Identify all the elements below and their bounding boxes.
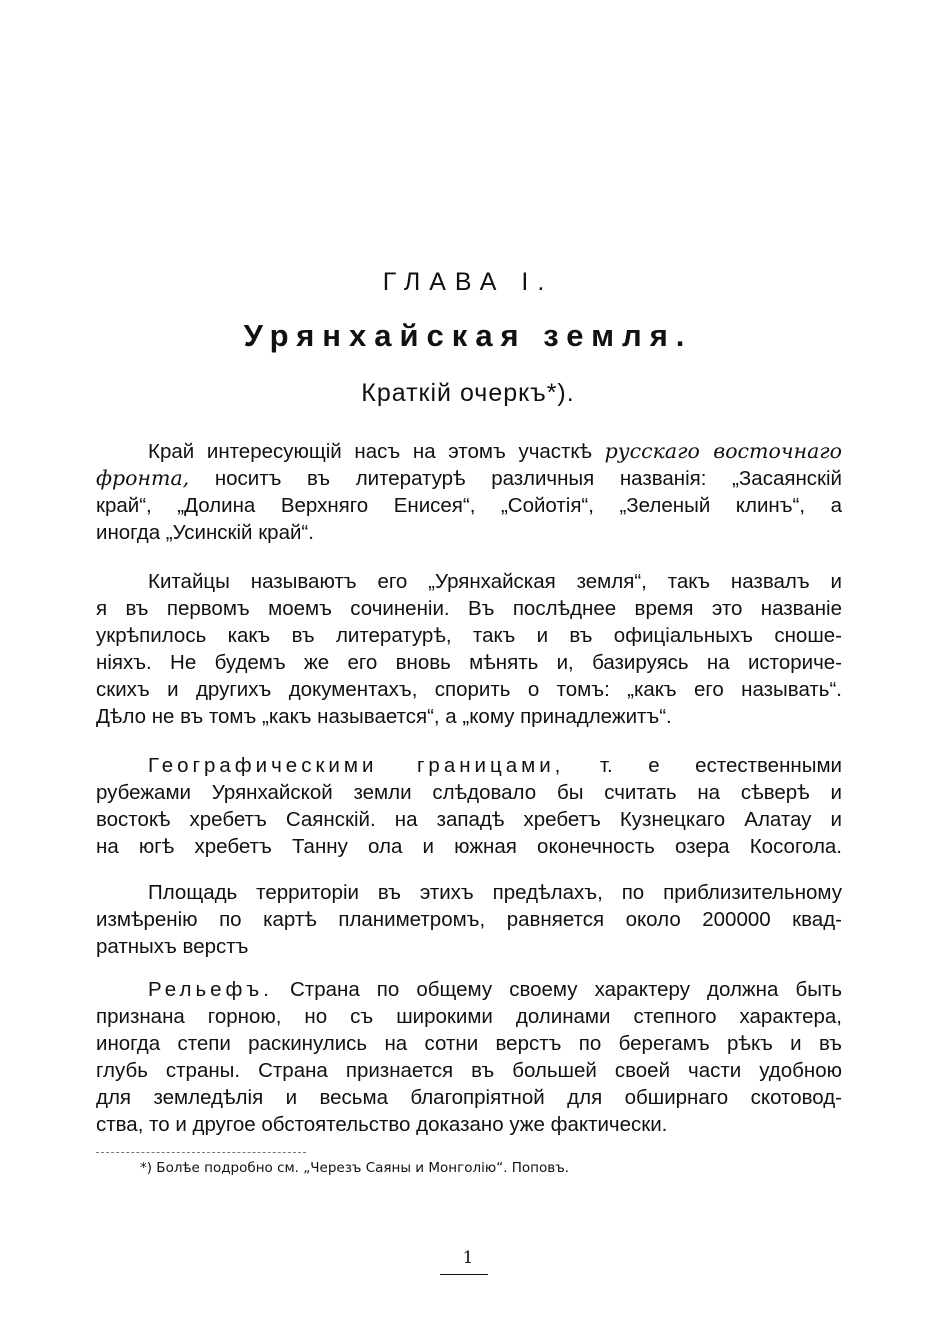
paragraph-3 bbox=[96, 752, 842, 860]
paragraph-line: для земледѣлія и весьма благопріятной для обширнаго скотовод- bbox=[96, 1086, 842, 1109]
text-span: Край интересующій насъ на этомъ участкѣ bbox=[148, 440, 605, 463]
paragraph-line: иногда „Усинскій край“. bbox=[96, 521, 314, 544]
spaced-text: Географическими границами, bbox=[148, 754, 565, 777]
paragraph-line: укрѣпилось какъ въ литературѣ, такъ и въ офиціальныхъ сноше- bbox=[96, 624, 842, 647]
paragraph-1 bbox=[96, 438, 842, 546]
paragraph-line: я въ первомъ моемъ сочиненіи. Въ послѣднее время это названіе bbox=[96, 597, 842, 620]
paragraph-line: измѣренію по картѣ планиметромъ, равняется около 200000 квад- bbox=[96, 908, 842, 931]
text-span: носитъ въ литературѣ различныя названія: „Засаянскій bbox=[189, 467, 842, 490]
paragraph-line: ства, то и другое обстоятельство доказано уже фактически. bbox=[96, 1113, 668, 1136]
paragraph-line: край“, „Долина Верхняго Енисея“, „Сойотія“, „Зеленый клинъ“, а bbox=[96, 494, 842, 517]
text-span: т. е естественными bbox=[564, 754, 842, 777]
paragraph-line: признана горною, но съ широкими долинами степного характера, bbox=[96, 1005, 842, 1028]
chapter-heading: ГЛАВА I. bbox=[382, 268, 554, 296]
chapter-title: Урянхайская земля. bbox=[243, 318, 693, 353]
paragraph-line: востокѣ хребетъ Саянскій. на западѣ хребетъ Кузнецкаго Алатау и bbox=[96, 808, 842, 831]
paragraph-line: скихъ и другихъ документахъ, спорить о томъ: „какъ его называть“. bbox=[96, 678, 842, 701]
text-span: Страна по общему своему характеру должна быть bbox=[272, 978, 842, 1001]
page-number: 1 bbox=[462, 1248, 474, 1268]
paragraph-4 bbox=[96, 879, 842, 960]
paragraph-line bbox=[96, 976, 842, 1003]
paragraph-line: рубежами Урянхайской земли слѣдовало бы считать на сѣверѣ и bbox=[96, 781, 842, 804]
paragraph-line: Площадь территоріи въ этихъ предѣлахъ, по приблизительному bbox=[148, 881, 842, 904]
paragraph-line: глубь страны. Страна признается въ большей своей части удобною bbox=[96, 1059, 842, 1082]
paragraph-2 bbox=[96, 568, 842, 730]
paragraph-line bbox=[96, 438, 842, 465]
chapter-subtitle: Краткій очеркъ*). bbox=[361, 379, 575, 407]
footnote-divider bbox=[96, 1152, 306, 1153]
italic-text: русскаго восточнаго bbox=[604, 439, 842, 463]
paragraph-line bbox=[96, 752, 842, 779]
page-number-underline bbox=[440, 1274, 488, 1275]
paragraph-5 bbox=[96, 976, 842, 1138]
paragraph-line: Дѣло не въ томъ „какъ называется“, а „кому принадлежитъ“. bbox=[96, 705, 672, 728]
paragraph-line: на югѣ хребетъ Танну ола и южная оконечность озера Косогола. bbox=[96, 835, 842, 858]
paragraph-line: Китайцы называютъ его „Урянхайская земля“, такъ назвалъ и bbox=[148, 570, 842, 593]
paragraph-line: иногда степи раскинулись на сотни верстъ по берегамъ рѣкъ и въ bbox=[96, 1032, 842, 1055]
italic-text: фронта, bbox=[96, 466, 190, 490]
paragraph-line bbox=[96, 465, 842, 492]
paragraph-line: ніяхъ. Не будемъ же его вновь мѣнять и, базируясь на историче- bbox=[96, 651, 842, 674]
footnote: *) Болѣе подробно см. „Черезъ Саяны и Монголію“. Поповъ. bbox=[140, 1160, 570, 1176]
spaced-text: Рельефъ. bbox=[148, 978, 273, 1001]
paragraph-line: ратныхъ верстъ bbox=[96, 935, 249, 958]
